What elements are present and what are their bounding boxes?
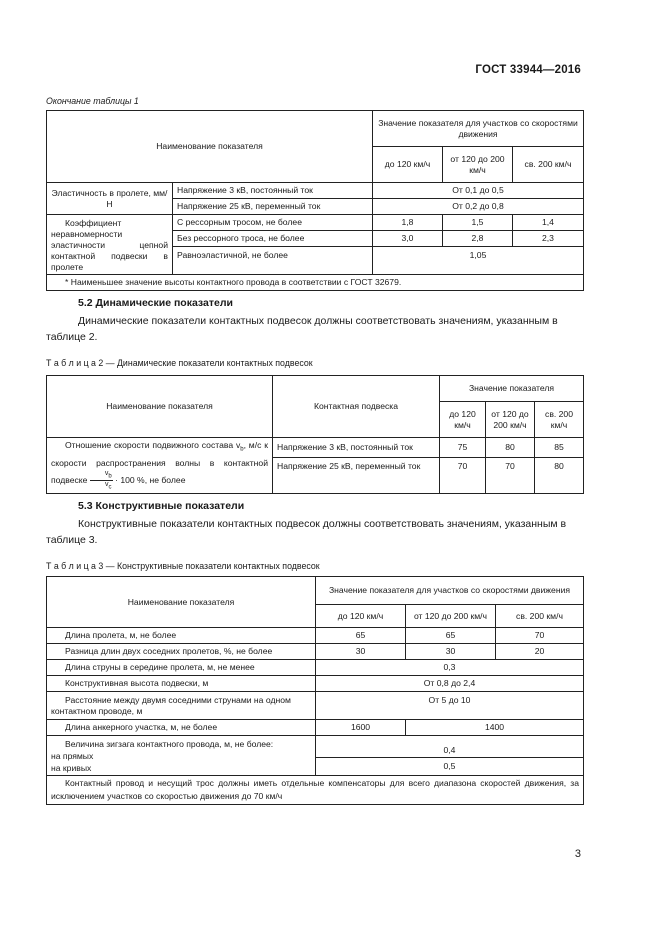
table1-elast-label: Эластичность в пролете, мм/Н xyxy=(47,183,173,215)
table3-dist-val: От 5 до 10 xyxy=(316,692,584,720)
table3-row-label: Длина пролета, м, не более xyxy=(47,628,316,644)
table1-head-name: Наименование показателя xyxy=(47,111,373,183)
table3-anchor-v23: 1400 xyxy=(406,720,584,736)
velocity-ratio-fraction: $\frac{v_b}{v_c}$ xyxy=(90,470,113,492)
table1-coef-r1-label: С рессорным тросом, не более xyxy=(173,215,373,231)
table1-coef-r2-label: Без рессорного троса, не более xyxy=(173,231,373,247)
table2-col1: до 120 км/ч xyxy=(440,402,486,438)
section-5-3-text: Конструктивные показатели контактных подвесок должны соответствовать значениям, указанным в таблице 3. xyxy=(46,518,567,546)
table2 xyxy=(46,375,584,494)
table3-zigzag-label: Величина зигзага контактного провода, м, не более: на прямых на кривых xyxy=(47,736,316,776)
table1-col3: св. 200 км/ч xyxy=(513,147,584,183)
table1-coef-r1-v2: 1,5 xyxy=(443,215,513,231)
table2-head-group: Значение показателя xyxy=(440,376,584,402)
table2-head-name: Наименование показателя xyxy=(47,376,273,438)
table2-r1-v1: 75 xyxy=(440,438,486,458)
section-5-2-text: Динамические показатели контактных подвесок должны соответствовать значениям, указанным в таблице 2. xyxy=(46,315,558,343)
table1-col2: от 120 до 200 км/ч xyxy=(443,147,513,183)
section-5-2-title: 5.2 Динамические показатели xyxy=(78,297,233,309)
table3-string-label: Длина струны в середине пролета, м, не менее xyxy=(47,660,316,676)
table2-row-label: Отношение скорости подвижного состава $v_b$, м/с к скорости распространения волны в контактной подвеске $\frac{v_b}{v_c}$ · 100 %, не более xyxy=(47,438,273,494)
table1-coef-r1-v1: 1,8 xyxy=(373,215,443,231)
table3-row-v3: 20 xyxy=(496,644,584,660)
table2-caption: Т а б л и ц а 2 — Динамические показатели контактных подвесок xyxy=(46,358,313,368)
table3-col1: до 120 км/ч xyxy=(316,605,406,628)
table1-coef-label: Коэффициент неравномерности эластичности цепной контактной подвески в пролете xyxy=(47,215,173,275)
table3-caption: Т а б л и ц а 3 — Конструктивные показатели контактных подвесок xyxy=(46,561,320,571)
table2-r2-v2: 70 xyxy=(486,458,535,493)
table3-zigzag-straight-val: 0,4 xyxy=(316,736,584,758)
table1-col1: до 120 км/ч xyxy=(373,147,443,183)
table3-col2: от 120 до 200 км/ч xyxy=(406,605,496,628)
table3-anchor-v1: 1600 xyxy=(316,720,406,736)
table1-caption: Окончание таблицы 1 xyxy=(46,96,139,106)
table3-string-val: 0,3 xyxy=(316,660,584,676)
document-header: ГОСТ 33944—2016 xyxy=(475,64,581,76)
table1-coef-r2-v2: 2,8 xyxy=(443,231,513,247)
table1-coef-r2-v1: 3,0 xyxy=(373,231,443,247)
table1-coef-r2-v3: 2,3 xyxy=(513,231,584,247)
table3-anchor-label: Длина анкерного участка, м, не более xyxy=(47,720,316,736)
table1-coef-r3-val: 1,05 xyxy=(373,247,584,275)
table1-elast-r1-label: Напряжение 3 кВ, постоянный ток xyxy=(173,183,373,199)
table3-col3: св. 200 км/ч xyxy=(496,605,584,628)
table3-dist-label: Расстояние между двумя соседними струнами на одном контактном проводе, м xyxy=(47,692,316,720)
table3-height-val: От 0,8 до 2,4 xyxy=(316,676,584,692)
table3-head-group: Значение показателя для участков со скоростями движения xyxy=(316,577,584,605)
table3-row-v1: 65 xyxy=(316,628,406,644)
table3 xyxy=(46,576,584,805)
table2-col3: св. 200 км/ч xyxy=(535,402,584,438)
table1-elast-r1-val: От 0,1 до 0,5 xyxy=(373,183,584,199)
table3-row-v2: 30 xyxy=(406,644,496,660)
table1-elast-r2-val: От 0,2 до 0,8 xyxy=(373,199,584,215)
table2-r2-v1: 70 xyxy=(440,458,486,493)
section-5-3-title: 5.3 Конструктивные показатели xyxy=(78,500,245,512)
table3-row-v1: 30 xyxy=(316,644,406,660)
table3-note: Контактный провод и несущий трос должны иметь отдельные компенсаторы для всего диапазона скоростей движения, за исключением участков со скоростью движения до 70 км/ч xyxy=(47,776,584,805)
table1-elast-r2-label: Напряжение 25 кВ, переменный ток xyxy=(173,199,373,215)
table3-row-v2: 65 xyxy=(406,628,496,644)
table2-r2-label: Напряжение 25 кВ, переменный ток xyxy=(273,458,440,493)
table3-zigzag-curves-val: 0,5 xyxy=(316,758,584,776)
table3-height-label: Конструктивная высота подвески, м xyxy=(47,676,316,692)
table2-r1-v2: 80 xyxy=(486,438,535,458)
table2-r2-v3: 80 xyxy=(535,458,584,493)
table3-row-v3: 70 xyxy=(496,628,584,644)
table1-head-group: Значение показателя для участков со скоростями движения xyxy=(373,111,584,147)
table1-coef-r1-v3: 1,4 xyxy=(513,215,584,231)
table1-coef-r3-label: Равноэластичной, не более xyxy=(173,247,373,275)
table1 xyxy=(46,110,584,291)
table1-footnote: * Наименьшее значение высоты контактного провода в соответствии с ГОСТ 32679. xyxy=(47,275,584,291)
table2-col2: от 120 до 200 км/ч xyxy=(486,402,535,438)
page-number: 3 xyxy=(574,848,581,860)
table2-r1-v3: 85 xyxy=(535,438,584,458)
table2-r1-label: Напряжение 3 кВ, постоянный ток xyxy=(273,438,440,458)
table2-head-susp: Контактная подвеска xyxy=(273,376,440,438)
table3-row-label: Разница длин двух соседних пролетов, %, не более xyxy=(47,644,316,660)
table3-head-name: Наименование показателя xyxy=(47,577,316,628)
